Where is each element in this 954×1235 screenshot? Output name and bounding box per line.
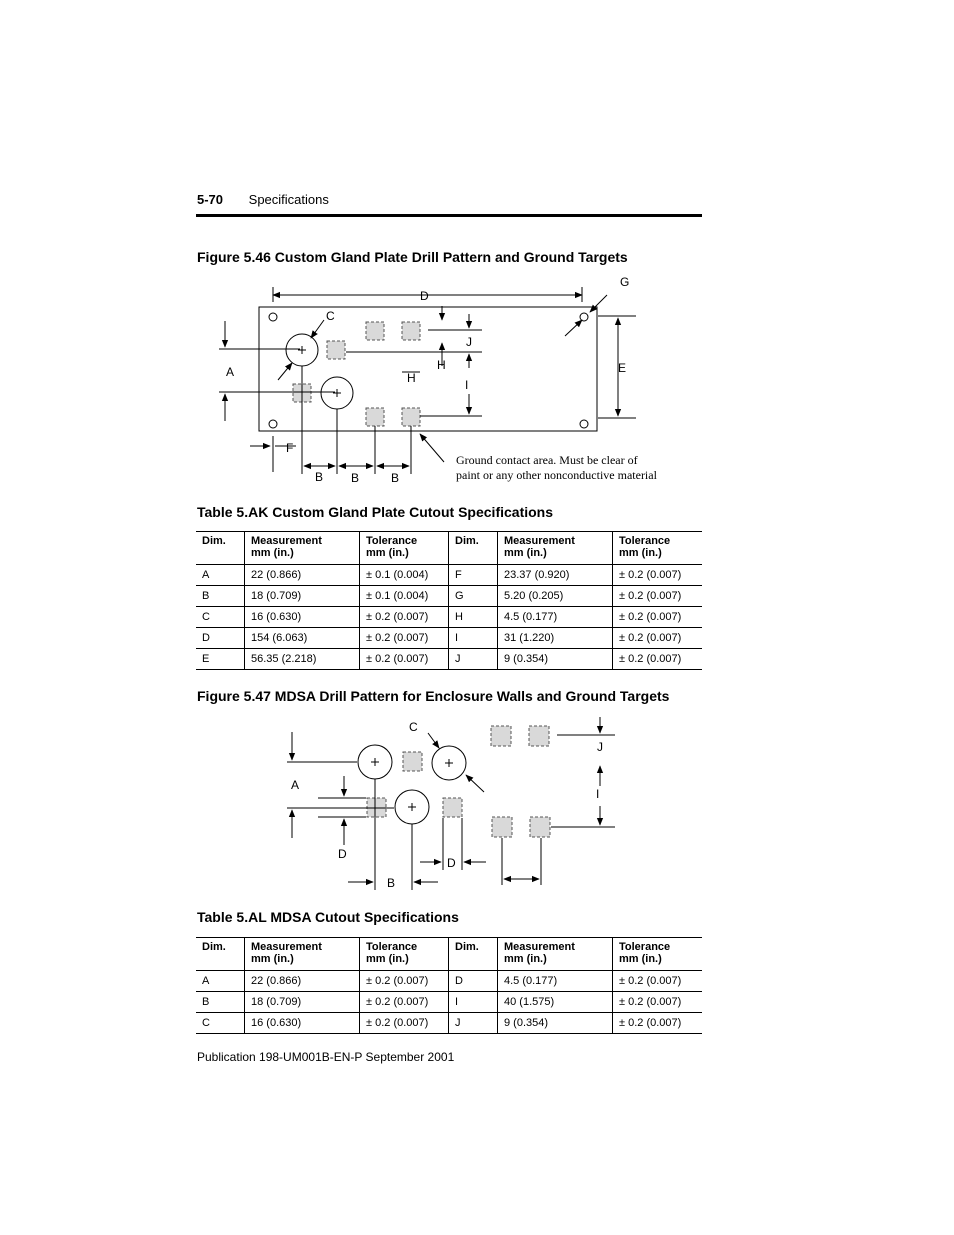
table-cell: ± 0.2 (0.007) — [613, 971, 703, 992]
table-cell: 22 (0.866) — [245, 565, 360, 586]
publication-footer: Publication 198-UM001B-EN-P September 2001 — [197, 1050, 455, 1064]
table-cell: J — [449, 1013, 498, 1034]
corner-hole — [580, 420, 588, 428]
table-cell: B — [196, 586, 245, 607]
table-cell: ± 0.2 (0.007) — [360, 628, 449, 649]
ground-note-line2: paint or any other nonconductive material — [456, 468, 657, 482]
dim-label-h2: H — [407, 371, 416, 385]
section-title: Specifications — [248, 192, 329, 207]
table-cell: 154 (6.063) — [245, 628, 360, 649]
corner-hole — [269, 313, 277, 321]
table-row — [196, 1013, 702, 1034]
col-measurement: Measurement mm (in.) — [245, 938, 360, 971]
ground-target — [366, 322, 384, 340]
table-cell: ± 0.1 (0.004) — [360, 586, 449, 607]
table-cell: G — [449, 586, 498, 607]
table-cell: I — [449, 628, 498, 649]
table-cell: D — [449, 971, 498, 992]
table-cell: ± 0.2 (0.007) — [613, 1013, 703, 1034]
table-cell: ± 0.2 (0.007) — [613, 607, 703, 628]
col-tolerance: Tolerance mm (in.) — [360, 938, 449, 971]
table-cell: 23.37 (0.920) — [498, 565, 613, 586]
table-row — [196, 628, 702, 649]
table-cell: 16 (0.630) — [245, 607, 360, 628]
table-cell: ± 0.2 (0.007) — [360, 971, 449, 992]
ground-target — [443, 798, 462, 817]
table-row — [196, 586, 702, 607]
table-cell: ± 0.2 (0.007) — [360, 1013, 449, 1034]
table-cell: 18 (0.709) — [245, 992, 360, 1013]
table-cell: 9 (0.354) — [498, 1013, 613, 1034]
dim-label-e: E — [618, 361, 627, 375]
table-ak — [196, 531, 702, 670]
dim-label-d: D — [338, 847, 347, 861]
dim-label-j: J — [466, 335, 472, 349]
table-cell: ± 0.2 (0.007) — [613, 586, 703, 607]
table-cell: 22 (0.866) — [245, 971, 360, 992]
ground-target — [530, 817, 550, 837]
figure-546-caption: Figure 5.46 Custom Gland Plate Drill Pattern and Ground Targets — [197, 249, 628, 265]
table-cell: 4.5 (0.177) — [498, 607, 613, 628]
table-cell: ± 0.2 (0.007) — [613, 628, 703, 649]
table-cell: 9 (0.354) — [498, 649, 613, 670]
table-cell: ± 0.2 (0.007) — [613, 992, 703, 1013]
table-ak-caption: Table 5.AK Custom Gland Plate Cutout Specifications — [197, 504, 554, 520]
table-row — [196, 565, 702, 586]
ground-target — [403, 752, 422, 771]
col-dim: Dim. — [449, 938, 498, 971]
dim-label-b: B — [315, 470, 324, 484]
dim-label-i: I — [596, 787, 600, 801]
ground-target — [402, 408, 420, 426]
dim-label-a: A — [291, 778, 300, 792]
table-cell: D — [196, 628, 245, 649]
table-row — [196, 607, 702, 628]
table-cell: J — [449, 649, 498, 670]
table-cell: ± 0.1 (0.004) — [360, 565, 449, 586]
table-row — [196, 992, 702, 1013]
corner-hole — [580, 313, 588, 321]
dim-label-g: G — [620, 275, 630, 289]
table-row — [196, 649, 702, 670]
table-al — [196, 937, 702, 1034]
dim-label-i: I — [465, 378, 469, 392]
dim-label-c: C — [326, 309, 335, 323]
table-row — [196, 971, 702, 992]
table-header-row — [196, 938, 702, 971]
col-measurement: Measurement mm (in.) — [498, 532, 613, 565]
dim-label-j: J — [597, 740, 603, 754]
col-tolerance: Tolerance mm (in.) — [613, 532, 703, 565]
col-tolerance: Tolerance mm (in.) — [360, 532, 449, 565]
ground-note-line1: Ground contact area. Must be clear of — [456, 453, 638, 467]
table-cell: ± 0.2 (0.007) — [360, 607, 449, 628]
table-cell: H — [449, 607, 498, 628]
table-cell: B — [196, 992, 245, 1013]
ground-target — [529, 726, 549, 746]
figure-546-drawing — [219, 287, 636, 474]
table-al-caption: Table 5.AL MDSA Cutout Specifications — [197, 909, 459, 925]
table-cell: ± 0.2 (0.007) — [360, 992, 449, 1013]
col-tolerance: Tolerance mm (in.) — [613, 938, 703, 971]
table-cell: C — [196, 1013, 245, 1034]
dim-label-b: B — [387, 876, 396, 890]
table-cell: F — [449, 565, 498, 586]
dim-label-d: D — [420, 289, 429, 303]
ground-targets — [367, 726, 550, 837]
col-dim: Dim. — [449, 532, 498, 565]
figure-547-caption: Figure 5.47 MDSA Drill Pattern for Enclosure Walls and Ground Targets — [197, 688, 670, 704]
col-measurement: Measurement mm (in.) — [245, 532, 360, 565]
table-cell: A — [196, 565, 245, 586]
col-dim: Dim. — [196, 938, 245, 971]
table-cell: 31 (1.220) — [498, 628, 613, 649]
dim-label-c: C — [409, 720, 418, 734]
table-header-row — [196, 532, 702, 565]
table-cell: 18 (0.709) — [245, 586, 360, 607]
dim-label-b: B — [351, 471, 360, 485]
ground-target — [492, 817, 512, 837]
table-cell: A — [196, 971, 245, 992]
table-cell: 4.5 (0.177) — [498, 971, 613, 992]
ground-target — [402, 322, 420, 340]
dim-label-h: H — [437, 358, 446, 372]
table-cell: 40 (1.575) — [498, 992, 613, 1013]
page-number: 5-70 — [197, 192, 224, 207]
ground-target — [327, 341, 345, 359]
table-cell: 16 (0.630) — [245, 1013, 360, 1034]
gland-plate-outline — [259, 307, 597, 431]
col-measurement: Measurement mm (in.) — [498, 938, 613, 971]
table-cell: ± 0.2 (0.007) — [613, 565, 703, 586]
table-cell: C — [196, 607, 245, 628]
dim-label-b: B — [391, 471, 400, 485]
ground-target — [491, 726, 511, 746]
table-cell: ± 0.2 (0.007) — [360, 649, 449, 670]
table-cell: 5.20 (0.205) — [498, 586, 613, 607]
dim-label-a: A — [226, 365, 235, 379]
ground-target — [366, 408, 384, 426]
dim-label-f: F — [286, 441, 294, 455]
col-dim: Dim. — [196, 532, 245, 565]
table-cell: I — [449, 992, 498, 1013]
table-cell: E — [196, 649, 245, 670]
dim-label-d: D — [447, 856, 456, 870]
table-cell: 56.35 (2.218) — [245, 649, 360, 670]
corner-hole — [269, 420, 277, 428]
table-cell: ± 0.2 (0.007) — [613, 649, 703, 670]
